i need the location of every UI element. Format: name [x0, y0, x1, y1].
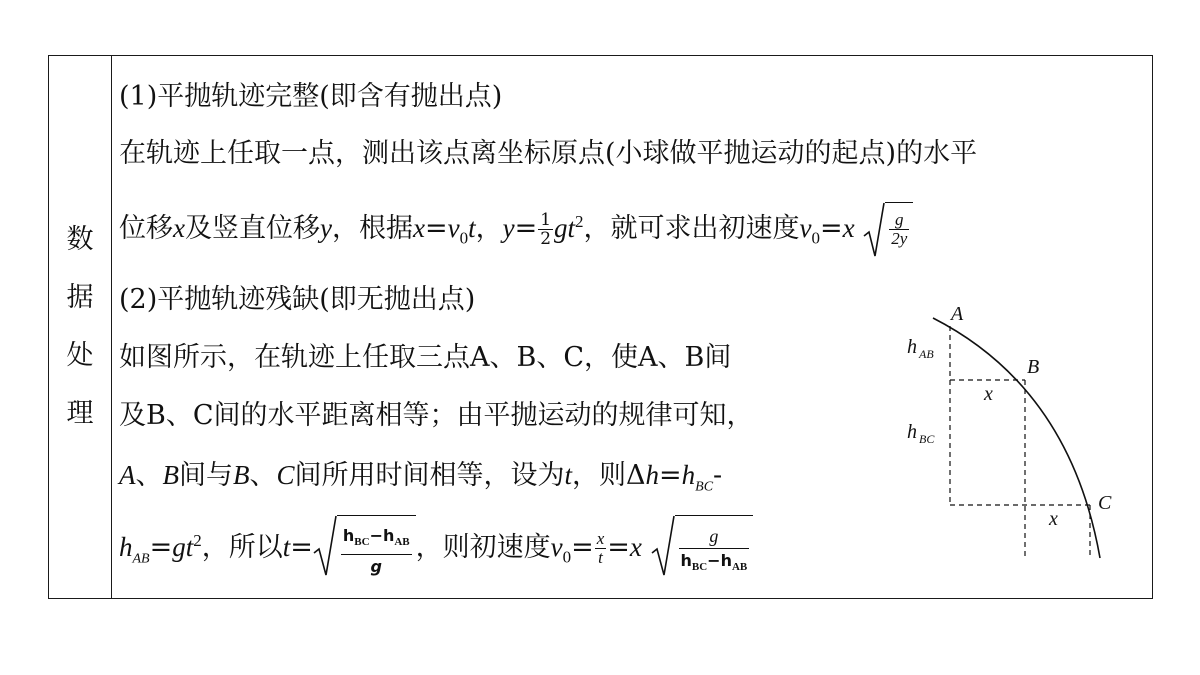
- equals: =: [290, 532, 313, 563]
- side-label-char: 处: [66, 340, 94, 371]
- part2-line5: [119, 510, 753, 590]
- var-t: t: [282, 532, 291, 562]
- text: ，则Δ: [572, 460, 646, 491]
- text: h: [680, 550, 692, 570]
- superscript: 2: [575, 212, 584, 231]
- var-b: B: [162, 460, 179, 490]
- numerator: [341, 524, 412, 555]
- equals: =: [659, 460, 682, 491]
- side-label: [49, 56, 111, 598]
- numerator: g: [889, 211, 909, 230]
- text: h: [382, 525, 395, 545]
- var-h: h: [119, 532, 133, 562]
- denominator: g: [370, 557, 382, 577]
- part1-line3: [119, 200, 913, 260]
- part2-line2: 如图所示，在轨迹上任取三点A、B、C，使A、B间: [119, 342, 732, 373]
- h-ab-label: h: [907, 336, 917, 358]
- minus: −: [369, 525, 383, 545]
- equals: =: [424, 213, 448, 244]
- h-ab-subscript: AB: [919, 347, 934, 361]
- var-g: g: [554, 213, 568, 243]
- x-label-2: x: [1049, 508, 1058, 530]
- trajectory-diagram: [895, 293, 1135, 563]
- subscript: BC: [354, 536, 370, 549]
- sqrt-g-over-hbc-minus-hab: [651, 515, 754, 582]
- side-label-char: 据: [66, 282, 94, 313]
- minus: −: [707, 550, 721, 570]
- var-x: x: [412, 213, 425, 243]
- denominator: 2: [540, 229, 552, 249]
- subscript: AB: [132, 551, 150, 567]
- var-x: x: [173, 213, 185, 243]
- fraction-x-over-t: [595, 530, 607, 567]
- radical-sign-icon: [651, 515, 675, 577]
- x-label-1: x: [984, 383, 993, 405]
- radical-sign-icon: [863, 202, 885, 258]
- var-x: x: [629, 532, 642, 562]
- text: 位移: [119, 213, 173, 244]
- denominator: [679, 549, 750, 579]
- var-h: h: [645, 460, 660, 490]
- side-label-char: 理: [66, 398, 94, 429]
- fraction-hbc-hab-g: [341, 524, 412, 579]
- equals: =: [149, 532, 173, 563]
- column-divider: [111, 56, 112, 598]
- text: h: [720, 550, 732, 570]
- var-t: t: [564, 460, 573, 490]
- subscript: 0: [811, 228, 821, 248]
- numerator: 1: [540, 210, 552, 230]
- part1-heading: (1)平抛轨迹完整(即含有抛出点): [119, 81, 503, 112]
- text: ，: [475, 213, 503, 244]
- part2-heading: (2)平抛轨迹残缺(即无抛出点): [119, 284, 476, 315]
- var-h: h: [681, 460, 696, 490]
- equals: =: [607, 532, 630, 563]
- sqrt-g-over-2y: [863, 202, 913, 258]
- var-y: y: [502, 213, 515, 243]
- text: 间所用时间相等，设为: [294, 460, 565, 491]
- fraction-g-2y: [889, 211, 909, 248]
- text: 间与: [179, 460, 233, 491]
- fraction-g-hbc-hab: [679, 524, 750, 579]
- text: ，就可求出初速度: [583, 213, 800, 244]
- var-a: A: [119, 460, 136, 490]
- denominator: 2y: [891, 228, 908, 248]
- text: ，根据: [331, 213, 413, 244]
- text: ，所以: [201, 532, 283, 563]
- var-v: v: [550, 532, 563, 562]
- sqrt-hbc-minus-hab-over-g: [313, 515, 416, 582]
- side-label-char: 数: [66, 224, 94, 255]
- var-b: B: [233, 460, 250, 490]
- var-g: g: [172, 532, 186, 562]
- radical-sign-icon: [313, 515, 337, 577]
- part2-line3: 及B、C间的水平距离相等；由平抛运动的规律可知，: [119, 400, 754, 431]
- subscript: AB: [731, 561, 748, 574]
- text: 及竖直位移: [184, 213, 320, 244]
- var-x: x: [842, 213, 855, 243]
- subscript: AB: [394, 536, 410, 549]
- var-c: C: [276, 460, 295, 490]
- var-t: t: [468, 213, 476, 243]
- h-bc-subscript: BC: [919, 432, 935, 446]
- equals: =: [820, 213, 843, 244]
- point-a-label: A: [951, 303, 964, 325]
- numerator: g: [679, 524, 750, 549]
- equals: =: [514, 213, 538, 244]
- part2-line4: [119, 458, 722, 504]
- part1-line2: 在轨迹上任取一点，测出该点离坐标原点(小球做平抛运动的起点)的水平: [119, 138, 978, 169]
- var-v: v: [799, 213, 812, 243]
- subscript: 0: [459, 228, 469, 248]
- point-c-label: C: [1098, 492, 1112, 514]
- text: -: [713, 460, 723, 491]
- text: 、: [135, 460, 163, 491]
- var-t: t: [567, 213, 576, 243]
- h-bc-label: h: [907, 421, 917, 443]
- point-b-label: B: [1027, 356, 1040, 378]
- subscript: BC: [691, 561, 708, 574]
- var-v: v: [447, 213, 460, 243]
- text: 、: [249, 460, 277, 491]
- fraction-half: [538, 211, 553, 248]
- text: h: [342, 525, 355, 545]
- subscript: 0: [562, 547, 572, 567]
- text: ，则初速度: [415, 532, 551, 563]
- var-y: y: [319, 213, 332, 243]
- var-t: t: [185, 532, 194, 562]
- denominator: t: [598, 548, 603, 567]
- superscript: 2: [193, 531, 202, 550]
- equals: =: [571, 532, 594, 563]
- subscript: BC: [695, 479, 714, 495]
- trajectory-curve: [933, 318, 1100, 558]
- numerator: x: [596, 529, 605, 548]
